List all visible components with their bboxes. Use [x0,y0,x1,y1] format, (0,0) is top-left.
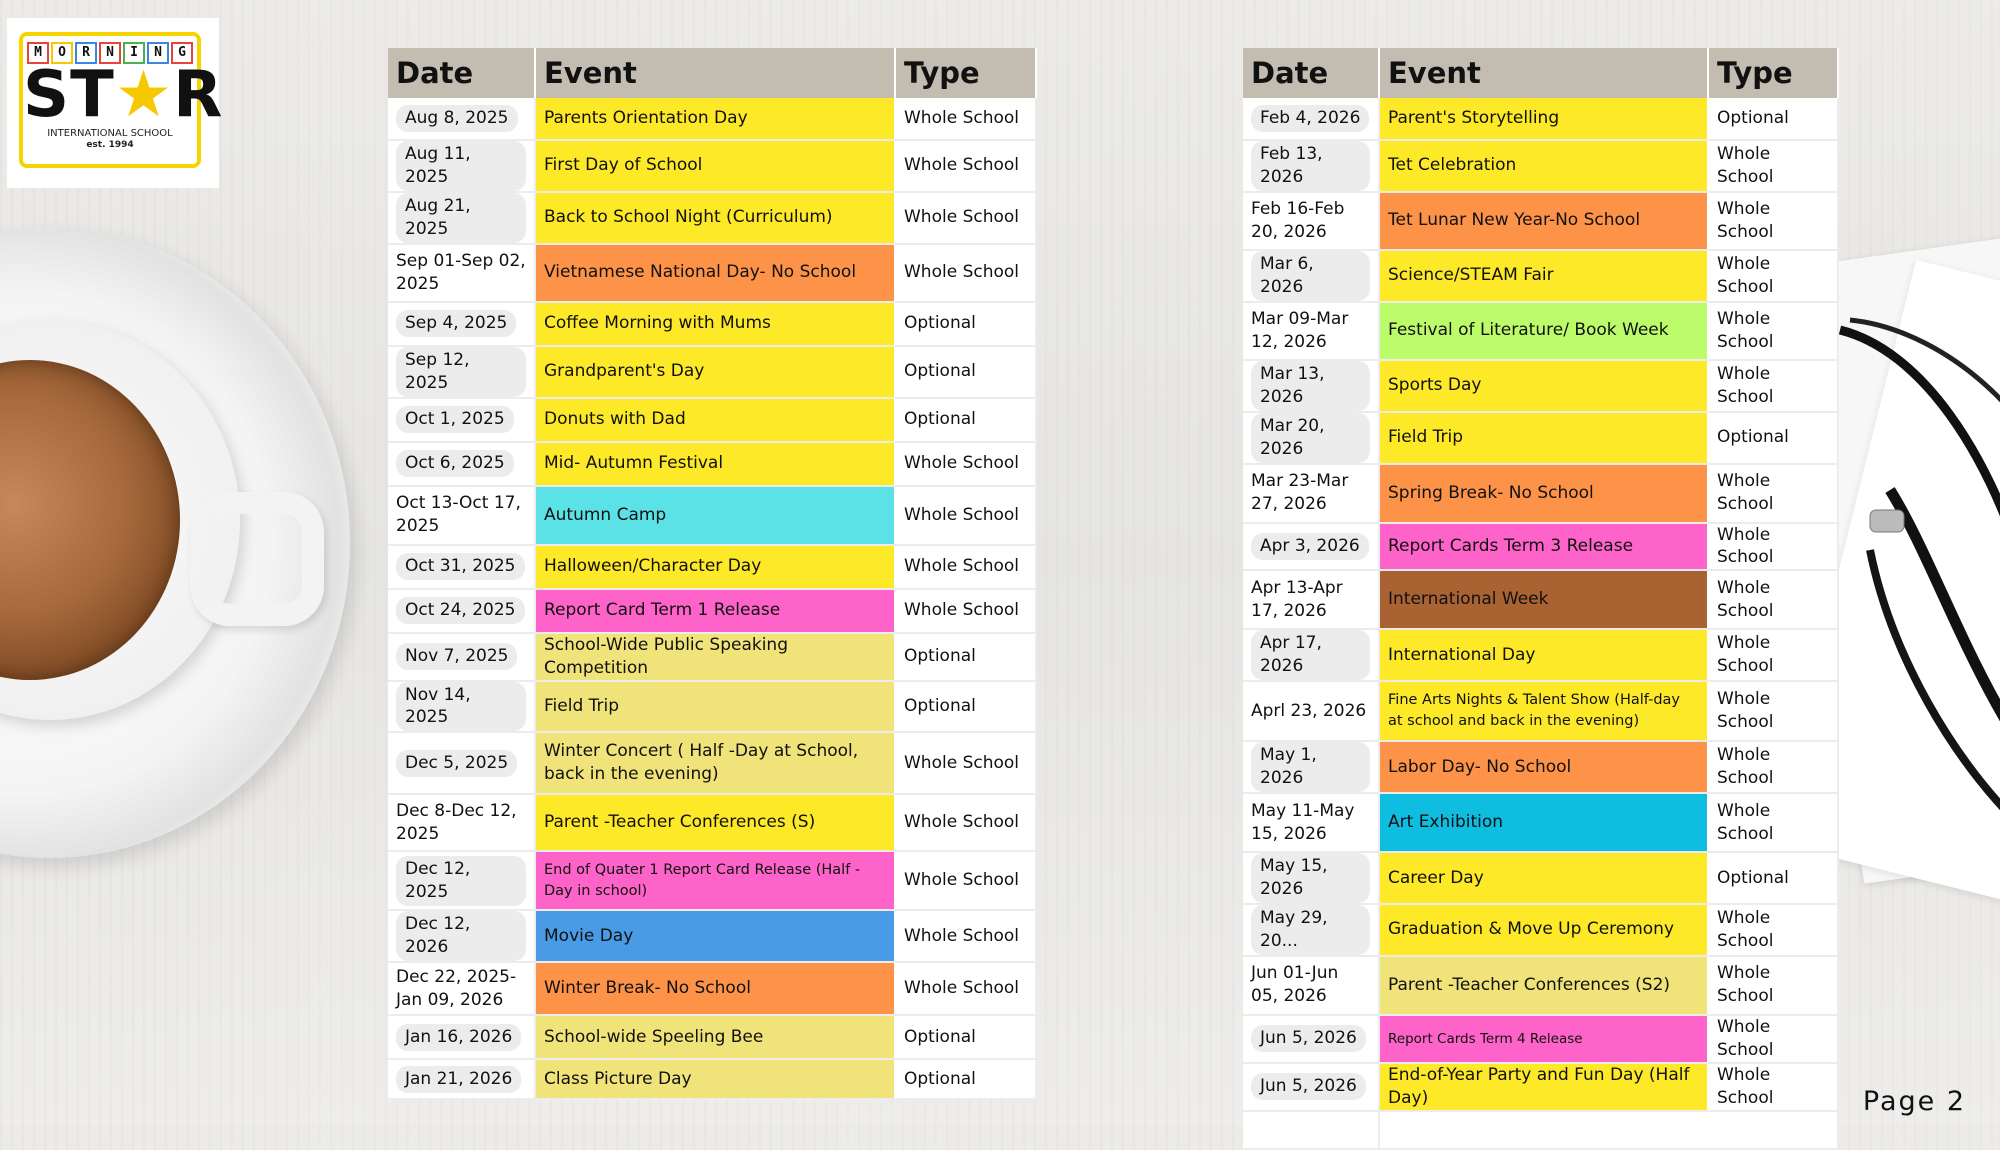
date-label: Apr 17, 2026 [1251,630,1370,680]
event-cell: Labor Day- No School [1379,741,1708,793]
date-label: Apr 13-Apr 17, 2026 [1251,577,1343,621]
event-cell: School-Wide Public Speaking Competition [535,633,895,681]
event-cell: Mid- Autumn Festival [535,442,895,486]
date-cell [388,302,535,346]
type-cell: Optional [895,1059,1036,1099]
header-date: Date [388,48,535,98]
date-label: Jun 5, 2026 [1251,1025,1366,1052]
date-cell [1243,523,1379,571]
event-cell: Field Trip [1379,412,1708,464]
logo-letter: R [75,42,97,64]
table-row [388,910,1036,962]
date-label: Dec 12, 2026 [396,911,526,961]
date-cell [388,192,535,244]
table-row [388,302,1036,346]
table-row [388,633,1036,681]
logo-letter: I [123,42,145,64]
table-row [1243,1015,1838,1063]
type-cell: Whole School [1708,741,1838,793]
table-row [1243,681,1838,741]
date-label: Mar 20, 2026 [1251,413,1370,463]
event-cell: International Day [1379,629,1708,681]
event-cell: Graduation & Move Up Ceremony [1379,904,1708,956]
date-cell [1243,956,1379,1015]
event-cell: Art Exhibition [1379,793,1708,852]
event-cell: Vietnamese National Day- No School [535,244,895,302]
table-header-row [1243,48,1838,98]
type-cell: Optional [1708,412,1838,464]
date-label: Sep 4, 2025 [396,310,516,337]
date-label: Jun 5, 2026 [1251,1073,1366,1100]
school-logo [7,18,224,188]
type-cell: Whole School [895,732,1036,794]
header-type: Type [895,48,1036,98]
date-cell [388,589,535,633]
table-row [1243,360,1838,412]
date-cell [1243,140,1379,192]
table-row [388,589,1036,633]
date-cell [1243,98,1379,140]
table-row [388,962,1036,1015]
table-row [1243,302,1838,360]
type-cell: Whole School [1708,956,1838,1015]
type-cell: Whole School [895,962,1036,1015]
event-cell: Coffee Morning with Mums [535,302,895,346]
date-label: Dec 5, 2025 [396,750,517,777]
date-label: Oct 13-Oct 17, 2025 [396,493,521,537]
date-label: Jan 16, 2026 [396,1024,521,1051]
event-cell: Parent -Teacher Conferences (S2) [1379,956,1708,1015]
date-label: Dec 8-Dec 12, 2025 [396,800,517,844]
type-cell: Whole School [1708,302,1838,360]
date-cell [388,851,535,910]
date-cell [388,140,535,192]
table-row [388,681,1036,733]
type-cell: Whole School [1708,464,1838,523]
date-label: Oct 1, 2025 [396,406,514,433]
date-label: Sep 12, 2025 [396,347,526,397]
date-label: Jun 01-Jun 05, 2026 [1251,963,1339,1007]
cup-handle-image [190,492,324,626]
date-cell [1243,1063,1379,1111]
calendar-table-right [1243,48,1839,1150]
event-cell: Tet Celebration [1379,140,1708,192]
logo-frame [19,32,224,168]
event-cell: End of Quater 1 Report Card Release (Half - Day in school) [535,851,895,910]
logo-subtitle: INTERNATIONAL SCHOOL [47,128,173,139]
type-cell [1708,1111,1838,1149]
date-cell [1243,793,1379,852]
table-row [1243,741,1838,793]
type-cell: Whole School [1708,570,1838,629]
date-label: Mar 23-Mar 27, 2026 [1251,471,1349,514]
eyeglasses-image [1830,290,2000,850]
header-event: Event [1379,48,1708,98]
table-row [1243,464,1838,523]
date-cell [1243,570,1379,629]
date-label: Nov 7, 2025 [396,643,517,670]
date-cell [388,910,535,962]
date-cell [1243,681,1379,741]
date-label: Jan 21, 2026 [396,1066,521,1093]
date-cell [1243,412,1379,464]
table-row [1243,98,1838,140]
date-cell [388,1015,535,1059]
date-label: Sep 01-Sep 02, 2025 [396,250,526,294]
date-label: Aug 8, 2025 [396,105,518,132]
event-cell: Parents Orientation Day [535,98,895,140]
type-cell: Whole School [895,589,1036,633]
date-cell [1243,464,1379,523]
date-cell [388,545,535,589]
event-cell: Halloween/Character Day [535,545,895,589]
date-cell [1243,852,1379,904]
type-cell: Whole School [1708,793,1838,852]
date-cell [1243,250,1379,302]
table-row [388,486,1036,545]
date-cell [1243,192,1379,250]
date-label: Feb 13, 2026 [1251,141,1370,191]
logo-letter: N [147,42,169,64]
table-row [388,140,1036,192]
event-cell: Sports Day [1379,360,1708,412]
table-row [1243,523,1838,571]
table-row [388,442,1036,486]
table-row [1243,956,1838,1015]
date-cell [388,681,535,733]
table-header-row [388,48,1036,98]
event-cell: Autumn Camp [535,486,895,545]
date-label: Mar 09-Mar 12, 2026 [1251,308,1349,352]
event-cell: Festival of Literature/ Book Week [1379,302,1708,360]
date-label: Dec 12, 2025 [396,856,526,906]
type-cell: Whole School [1708,250,1838,302]
date-label: Oct 6, 2025 [396,450,514,477]
table-row [1243,1111,1838,1149]
date-cell [1243,360,1379,412]
type-cell: Whole School [895,545,1036,589]
table-row [1243,412,1838,464]
date-cell [388,1059,535,1099]
type-cell: Optional [1708,852,1838,904]
type-cell: Whole School [895,244,1036,302]
date-cell [388,442,535,486]
date-label: Aug 21, 2025 [396,193,526,243]
event-cell: Donuts with Dad [535,398,895,442]
date-cell [388,732,535,794]
table-row [388,346,1036,398]
event-cell: First Day of School [535,140,895,192]
logo-est: est. 1994 [86,140,134,150]
date-cell [388,794,535,851]
date-label: Apr 3, 2026 [1251,533,1369,560]
event-cell: Movie Day [535,910,895,962]
table-row [1243,629,1838,681]
event-cell: End-of-Year Party and Fun Day (Half Day) [1379,1063,1708,1111]
date-label: Mar 6, 2026 [1251,251,1370,301]
date-cell [388,398,535,442]
type-cell: Whole School [895,192,1036,244]
date-label: Nov 14, 2025 [396,682,526,732]
type-cell: Whole School [1708,629,1838,681]
type-cell: Optional [895,302,1036,346]
date-label: Mar 13, 2026 [1251,361,1370,411]
table-row [1243,570,1838,629]
type-cell: Whole School [895,486,1036,545]
date-label: Feb 16-Feb 20, 2026 [1251,198,1345,242]
date-cell [1243,741,1379,793]
table-row [388,1059,1036,1099]
date-label: Dec 22, 2025- Jan 09, 2026 [396,966,517,1010]
date-label: May 11-May 15, 2026 [1251,800,1355,844]
type-cell: Whole School [895,140,1036,192]
event-cell: Career Day [1379,852,1708,904]
type-cell: Whole School [1708,140,1838,192]
type-cell: Whole School [895,794,1036,851]
event-cell: Fine Arts Nights & Talent Show (Half-day at school and back in the evening) [1379,681,1708,741]
event-cell: Grandparent's Day [535,346,895,398]
logo-letter: N [99,42,121,64]
logo-letter: M [27,42,49,64]
date-label: May 29, 20... [1251,905,1370,955]
calendar-table-left [388,48,1037,1100]
date-label: Aprl 23, 2026 [1251,700,1367,721]
table-row [388,244,1036,302]
date-cell [388,98,535,140]
table-row [388,192,1036,244]
event-cell: School-wide Speeling Bee [535,1015,895,1059]
event-cell: Field Trip [535,681,895,733]
table-row [388,545,1036,589]
type-cell: Optional [895,1015,1036,1059]
type-cell: Whole School [895,910,1036,962]
event-cell: Parent -Teacher Conferences (S) [535,794,895,851]
type-cell: Optional [895,346,1036,398]
event-cell: Parent's Storytelling [1379,98,1708,140]
type-cell: Whole School [1708,523,1838,571]
event-cell: Winter Concert ( Half -Day at School, back in the evening) [535,732,895,794]
logo-letter: G [171,42,193,64]
date-cell [388,633,535,681]
date-cell [1243,904,1379,956]
date-cell [1243,1111,1379,1149]
type-cell: Optional [895,633,1036,681]
event-cell: Tet Lunar New Year-No School [1379,192,1708,250]
event-cell: International Week [1379,570,1708,629]
type-cell: Whole School [1708,1015,1838,1063]
date-cell [1243,1015,1379,1063]
event-cell: Report Card Term 1 Release [535,589,895,633]
date-cell [388,486,535,545]
type-cell: Whole School [895,442,1036,486]
header-event: Event [535,48,895,98]
event-cell: Class Picture Day [535,1059,895,1099]
table-row [1243,793,1838,852]
type-cell: Whole School [1708,1063,1838,1111]
date-label: Feb 4, 2026 [1251,105,1369,132]
date-cell [1243,629,1379,681]
table-row [1243,1063,1838,1111]
type-cell: Whole School [1708,904,1838,956]
header-type: Type [1708,48,1838,98]
date-cell [1243,302,1379,360]
table-row [1243,852,1838,904]
date-cell [388,244,535,302]
logo-letter: O [51,42,73,64]
type-cell: Whole School [1708,681,1838,741]
event-cell: Science/STEAM Fair [1379,250,1708,302]
table-row [388,794,1036,851]
event-cell [1379,1111,1708,1149]
type-cell: Optional [895,398,1036,442]
date-label: Oct 24, 2025 [396,597,525,624]
type-cell: Whole School [895,851,1036,910]
event-cell: Spring Break- No School [1379,464,1708,523]
type-cell: Whole School [1708,360,1838,412]
header-date: Date [1243,48,1379,98]
date-cell [388,962,535,1015]
type-cell: Optional [1708,98,1838,140]
table-row [388,98,1036,140]
date-label: Aug 11, 2025 [396,141,526,191]
table-row [1243,140,1838,192]
date-cell [388,346,535,398]
table-row [1243,904,1838,956]
table-row [1243,250,1838,302]
event-cell: Report Cards Term 4 Release [1379,1015,1708,1063]
date-label: Oct 31, 2025 [396,553,525,580]
event-cell: Winter Break- No School [535,962,895,1015]
event-cell: Report Cards Term 3 Release [1379,523,1708,571]
logo-star-wordmark: ST★R [23,58,224,132]
type-cell: Whole School [1708,192,1838,250]
date-label: May 1, 2026 [1251,742,1370,792]
type-cell: Optional [895,681,1036,733]
type-cell: Whole School [895,98,1036,140]
event-cell: Back to School Night (Curriculum) [535,192,895,244]
table-row [388,1015,1036,1059]
table-row [388,732,1036,794]
table-row [388,851,1036,910]
table-row [388,398,1036,442]
table-row [1243,192,1838,250]
page-number: Page 2 [1862,1086,1966,1117]
date-label: May 15, 2026 [1251,853,1370,903]
